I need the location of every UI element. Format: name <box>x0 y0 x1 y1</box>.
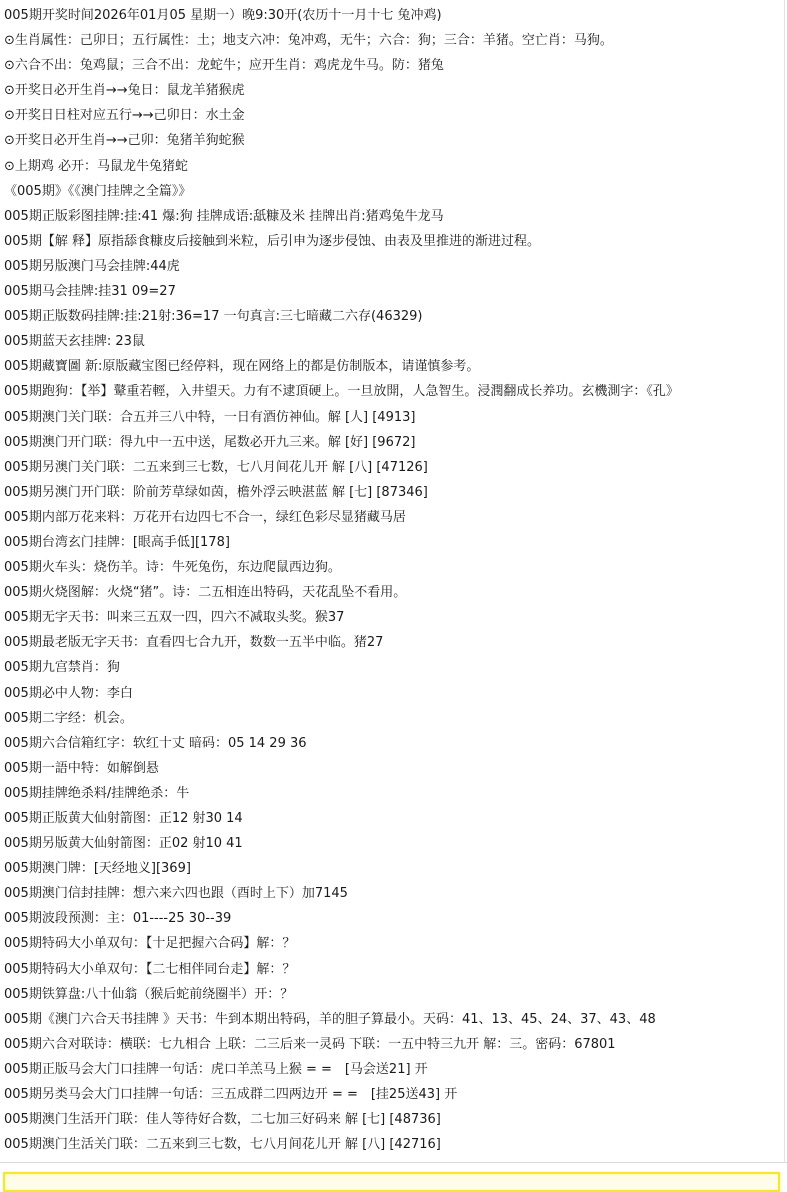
info-line: ⊙开奖日必开生肖→→兔日：鼠龙羊猪猴虎 <box>4 83 245 99</box>
info-line: 005期《澳门六合天书挂牌 》天书：牛到本期出特码，羊的胆子算最小。天码：41、13、45、24、37、43、48 <box>4 1011 656 1027</box>
info-line: 005期另类马会大门口挂牌一句话：三五成群二四两边开 = = [挂25送43] 开 <box>4 1087 458 1103</box>
highlight-box <box>3 1172 780 1192</box>
info-line: ⊙六合不出：兔鸡鼠；三合不出：龙蛇牛；应开生肖：鸡虎龙牛马。防：猪兔 <box>4 58 444 74</box>
info-line: 005期另版黄大仙射箭图：正02 射10 41 <box>4 836 243 852</box>
info-line: 005期澳门关门联：合五并三八中特，一日有酒仿神仙。解 [人] [4913] <box>4 409 416 425</box>
info-line: ⊙上期鸡 必开：马鼠龙牛兔猪蛇 <box>4 158 189 174</box>
info-line: 005期另澳门开门联：阶前芳草绿如茵，檐外浮云映湛蓝 解 [七] [87346] <box>4 484 428 500</box>
info-line: 005期六合对联诗：横联：七九相合 上联：二三后来一灵码 下联：一五中特三九开 解：三。密码：67801 <box>4 1036 616 1052</box>
info-line: 005期必中人物：李白 <box>4 685 133 701</box>
info-line: ⊙开奖日日柱对应五行→→己卯日：水土金 <box>4 108 245 124</box>
info-line: 005期跑狗：【举】鼙重若輕，入井望天。力有不逮頂硬上。一旦放開，人急智生。浸潤翻成长养功。玄機測字：《孔》 <box>4 384 679 400</box>
info-line: 005期开奖时间2026年01月05 星期一）晚9:30开(农历十一月十七 兔冲鸡) <box>4 8 442 23</box>
info-line: 005期一語中特：如解倒悬 <box>4 760 159 776</box>
info-line: 005期另澳门关门联：二五来到三七数，七八月间花儿开 解 [八] [47126] <box>4 459 428 475</box>
info-line: 005期六合信箱红字：软红十丈 暗码：05 14 29 36 <box>4 735 307 751</box>
info-line: ⊙开奖日必开生肖→→己卯：兔猪羊狗蛇猴 <box>4 133 245 149</box>
info-line: 005期正版数码挂牌:挂:21射:36=17 一句真言:三七暗藏二六存(46329) <box>4 309 423 325</box>
info-line: 005期特码大小单双句：【二七相伴同台走】解：？ <box>4 961 296 977</box>
info-line: 005期铁算盘:八十仙翁（猴后蛇前绕圈半）开：？ <box>4 986 294 1002</box>
divider <box>0 1162 787 1163</box>
info-line: 005期火车头：烧伤羊。诗：牛死兔伤，东边爬鼠西边狗。 <box>4 560 341 576</box>
info-line: 005期台湾玄门挂牌：[眼高手低][178] <box>4 534 230 550</box>
info-line: ⊙生肖属性：己卯日；五行属性：土；地支六冲：兔冲鸡，无牛；六合：狗；三合：羊猪。空亡肖：马狗。 <box>4 33 613 49</box>
info-line: 005期波段预测：主：01----25 30--39 <box>4 911 232 927</box>
info-line: 005期挂牌绝杀料/挂牌绝杀：牛 <box>4 785 190 801</box>
info-line: 005期正版黄大仙射箭图：正12 射30 14 <box>4 811 243 826</box>
info-line: 005期最老版无字天书：直看四七合九开，数数一五半中临。猪27 <box>4 635 384 651</box>
info-line: 005期澳门开门联：得九中一五中送，尾数必开九三来。解 [好] [9672] <box>4 434 416 450</box>
info-line: 005期正版马会大门口挂牌一句话：虎口羊羔马上猴 = = [马会送21] 开 <box>4 1061 428 1077</box>
info-line: 005期澳门生活关门联：二五来到三七数，七八月间花儿开 解 [八] [42716] <box>4 1137 441 1153</box>
info-line: 005期澳门牌：[天经地义][369] <box>4 861 191 877</box>
info-line: 005期二字经：机会。 <box>4 710 133 726</box>
info-line: 005期蓝天玄挂牌: 23鼠 <box>4 334 145 350</box>
info-line: 005期火烧图解：火烧“猪”。诗：二五相连出特码，天花乱坠不看用。 <box>4 585 407 601</box>
info-line: 005期藏寶圖 新:原版藏宝图已经停料，现在网络上的都是仿制版本，请谨慎参考。 <box>4 359 480 375</box>
info-line: 005期澳门生活开门联：佳人等待好合数，二七加三好码来 解 [七] [48736] <box>4 1112 441 1128</box>
info-line: 005期澳门信封挂牌：想六来六四也跟（酉时上下）加7145 <box>4 886 348 902</box>
info-line: 005期马会挂牌:挂31 09=27 <box>4 284 176 300</box>
info-line: 005期九宫禁肖：狗 <box>4 660 120 676</box>
info-line: 005期内部万花来料：万花开右边四七不合一，绿红色彩尽显猪藏马居 <box>4 509 406 525</box>
info-line: 005期特码大小单双句：【十足把握六合码】解：？ <box>4 936 296 952</box>
info-line: 005期正版彩图挂牌:挂:41 爆:狗 挂牌成语:舐糠及米 挂牌出肖:猪鸡兔牛龙马 <box>4 208 444 224</box>
info-line: 005期另版澳门马会挂牌:44虎 <box>4 258 180 274</box>
info-line: 《005期》《《澳门挂牌之全篇》》 <box>4 183 192 199</box>
info-line: 005期无字天书：叫来三五双一四，四六不减取头奖。猴37 <box>4 610 345 626</box>
info-line: 005期【解 释】原指舔食糠皮后接触到米粒，后引申为逐步侵蚀、由表及里推进的渐进过程。 <box>4 233 540 249</box>
